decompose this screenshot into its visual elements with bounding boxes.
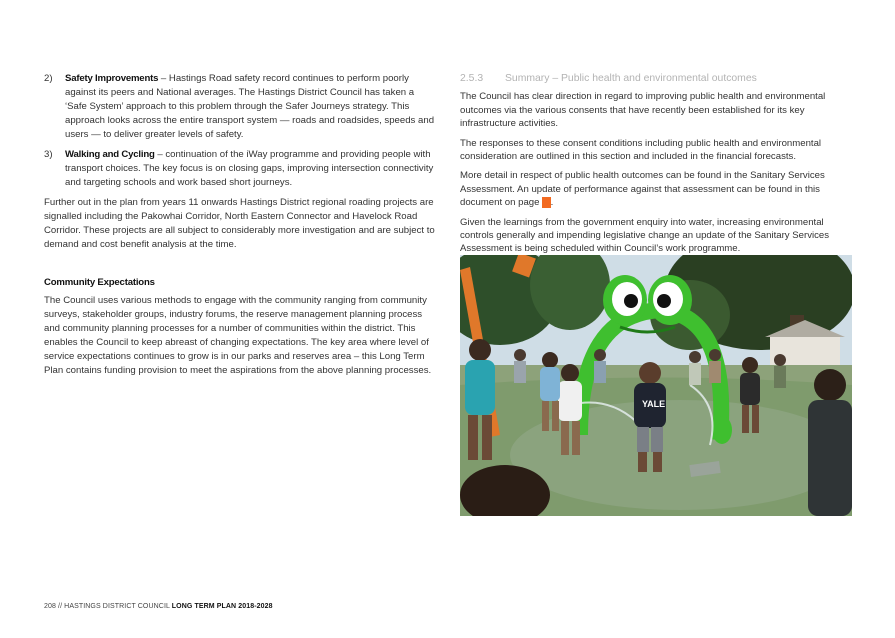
footer-plan-title: LONG TERM PLAN 2018-2028 — [171, 603, 273, 610]
photo-illustration — [460, 255, 852, 516]
summary-paragraph-3 — [460, 169, 852, 209]
paragraph-text: More detail in respect of public health outcomes can be found in the Sanitary Services Assessment. An update of performance against that assessment can be found in this document on page — [460, 170, 825, 209]
left-column — [44, 72, 436, 384]
summary-paragraph-1: The Council has clear direction in regard to improving public health and environmental outcomes via the various consents that have recently been established for its key infrastructure activities. — [460, 91, 826, 130]
list-item-walking — [44, 148, 436, 190]
list-body — [65, 72, 436, 142]
page-reference-highlight: X — [543, 197, 550, 209]
section-number: 2.5.3 — [460, 73, 484, 84]
list-number: 2) — [44, 73, 53, 84]
summary-paragraph-2: The responses to these consent conditions including public health and environmental consideration are outlined in this section and included in the financial forecasts. — [460, 137, 822, 163]
spacer — [44, 258, 436, 276]
item-title: Walking and Cycling — [65, 149, 155, 160]
section-title: Summary – Public health and environmental outcomes — [505, 73, 757, 84]
community-paragraph: The Council uses various methods to engage with the community ranging from community surveys, stakeholder groups, industry forums, the reserve management planning process and community planning processes for a number of communities within the district. This enables the Council to keep abreast of changing expectations. The key area where level of service expectations continues to grow is in our parks and reserves area – this Long Term Plan contains funding provision to meet the aspirations from the above planning processes. — [44, 295, 432, 376]
footer-prefix: 208 // HASTINGS DISTRICT COUNCIL — [44, 603, 172, 610]
splash-pad-photo — [460, 255, 852, 516]
item-text: – continuation of the iWay programme and providing people with transport choices. The key focus is on closing gaps, improving intersection connectivity and targeting schools and work based short journeys. — [65, 149, 434, 188]
summary-paragraph-4: Given the learnings from the government enquiry into water, increasing environmental controls generally and impending legislative change an update of the Sanitary Services Assessment is being scheduled within Council’s work programme. — [460, 216, 830, 255]
section-heading — [460, 72, 852, 85]
further-paragraph: Further out in the plan from years 11 onwards Hastings District regional roading projects are signalled including the Pakowhai Corridor, North Eastern Connector and Havelock Road Corridor. These projects are all subject to considerably more investigation and are subject to demand and cost benefit analysis at the time. — [44, 197, 435, 250]
item-title: Safety Improvements — [65, 73, 159, 84]
list-body — [65, 148, 436, 190]
community-heading: Community Expectations — [44, 277, 155, 288]
list-number: 3) — [44, 149, 53, 160]
item-text: – Hastings Road safety record continues to perform poorly against its peers and National averages. The Hastings District Council has taken a ‘Safe System’ approach to this problem through the Safer Journeys strategy. This approach looks across the entire transport system — roads and roadsides, speeds and users — to deliver greater levels of safety. — [65, 73, 435, 140]
shirt-text: YALE — [642, 399, 666, 409]
right-column — [460, 72, 852, 262]
page-footer — [44, 603, 273, 610]
paragraph-end: . — [550, 197, 554, 209]
list-item-safety — [44, 72, 436, 142]
